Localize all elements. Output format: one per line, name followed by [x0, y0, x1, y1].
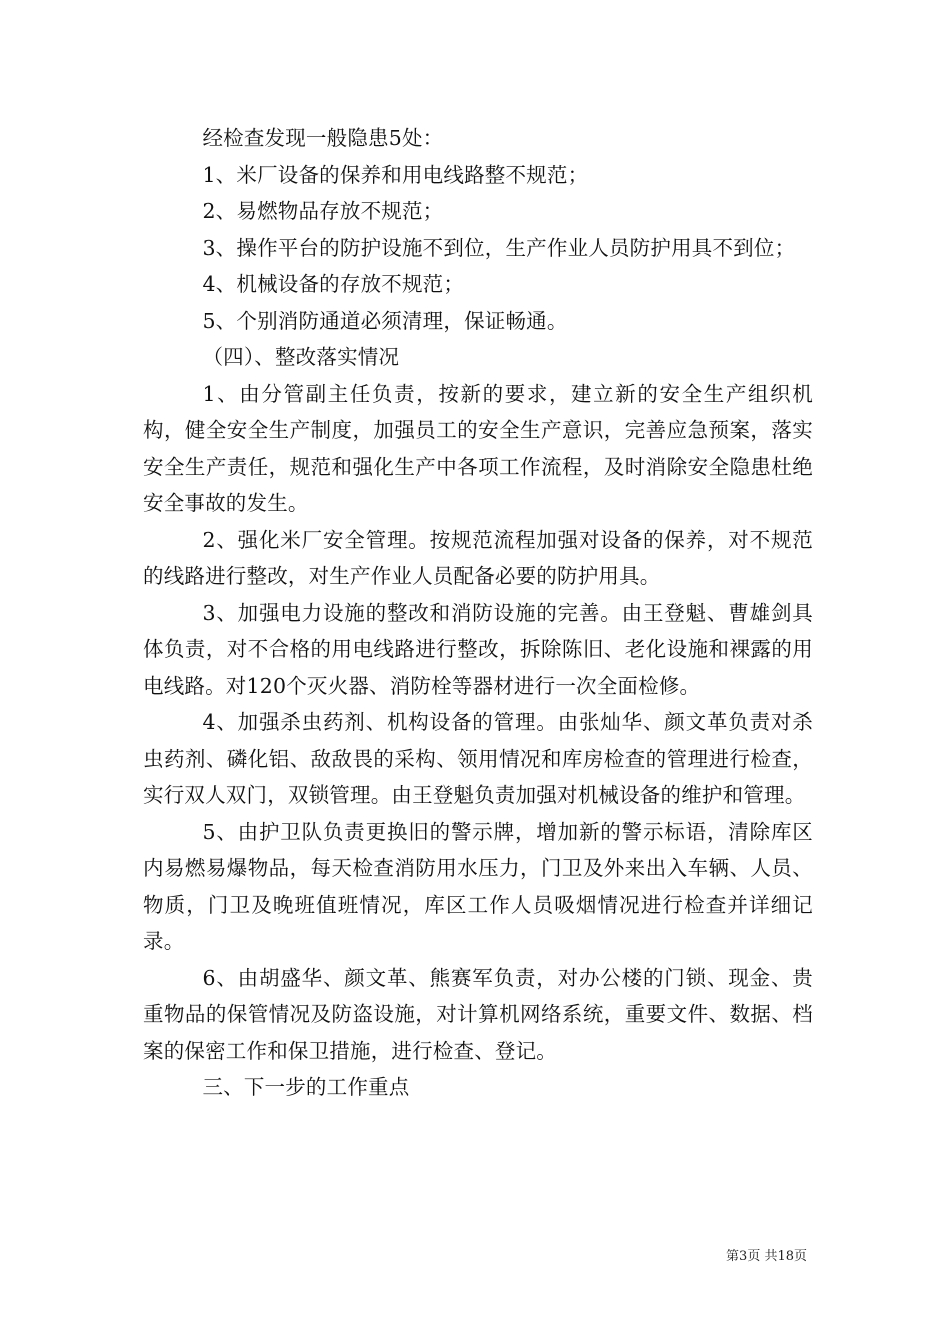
section-heading-rectification: （四）、整改落实情况: [202, 345, 400, 369]
page-number-footer: 第3页 共18页: [726, 1249, 807, 1264]
paragraph-rectification-3: 3、加强电力设施的整改和消防设施的完善。由王登魁、曹雄剑具体负责，对不合格的用电线路进行整改，拆除陈旧、老化设施和裸露的用电线路。对120个灭火器、消防栓等器材进行一次全面检修。: [143, 600, 813, 698]
paragraph-rectification-2: 2、强化米厂安全管理。按规范流程加强对设备的保养，对不规范的线路进行整改，对生产作业人员配备必要的防护用具。: [143, 527, 813, 588]
paragraph-hazard-4: 4、机械设备的存放不规范；: [202, 272, 465, 296]
section-heading-next-steps: 三、下一步的工作重点: [202, 1075, 410, 1099]
paragraph-rectification-4: 4、加强杀虫药剂、机构设备的管理。由张灿华、颜文革负责对杀虫药剂、磷化铝、敌敌畏的采构、领用情况和库房检查的管理进行检查，实行双人双门，双锁管理。由王登魁负责加强对机械设备的维护和管理。: [143, 710, 813, 807]
paragraph-hazard-2: 2、易燃物品存放不规范；: [202, 199, 444, 223]
document-body: [143, 120, 813, 1106]
paragraph-rectification-5: 5、由护卫队负责更换旧的警示牌，增加新的警示标语，清除库区内易燃易爆物品，每天检查消防用水压力，门卫及外来出入车辆、人员、物质，门卫及晚班值班情况，库区工作人员吸烟情况进行检查并详细记录。: [143, 819, 813, 953]
paragraph-hazard-summary: 经检查发现一般隐患5处：: [202, 126, 444, 150]
paragraph-hazard-3: 3、操作平台的防护设施不到位，生产作业人员防护用具不到位；: [202, 235, 796, 260]
paragraph-hazard-5: 5、个别消防通道必须清理，保证畅通。: [202, 308, 568, 333]
paragraph-rectification-1: 1、由分管副主任负责，按新的要求，建立新的安全生产组织机构，健全安全生产制度，加强员工的安全生产意识，完善应急预案，落实安全生产责任，规范和强化生产中各项工作流程，及时消除安全隐患杜绝安全事故的发生。: [143, 381, 813, 515]
paragraph-hazard-1: 1、米厂设备的保养和用电线路整不规范；: [202, 162, 589, 187]
paragraph-rectification-6: 6、由胡盛华、颜文革、熊赛军负责，对办公楼的门锁、现金、贵重物品的保管情况及防盗设施，对计算机网络系统，重要文件、数据、档案的保密工作和保卫措施，进行检查、登记。: [143, 965, 813, 1063]
